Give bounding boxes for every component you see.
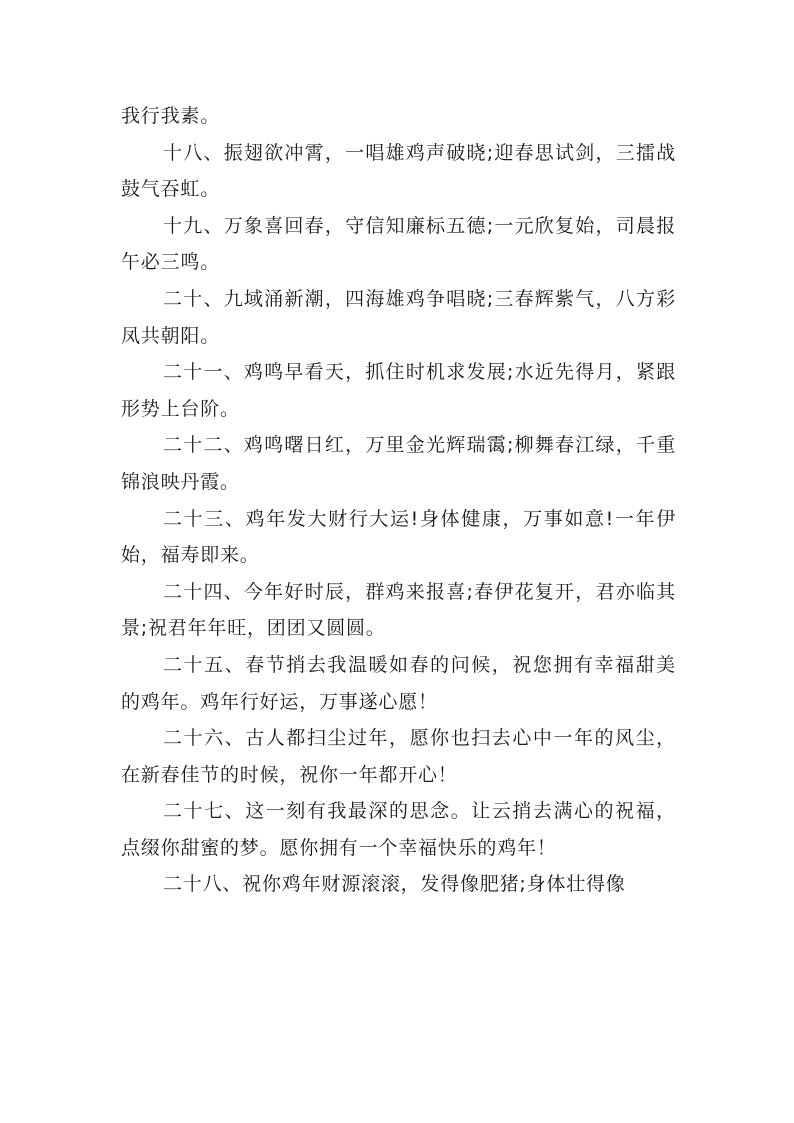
paragraph: 二十六、古人都扫尘过年，愿你也扫去心中一年的风尘，在新春佳节的时候，祝你一年都开心！ bbox=[121, 727, 676, 786]
paragraph: 十八、振翅欲冲霄，一唱雄鸡声破晓;迎春思试剑，三擂战鼓气吞虹。 bbox=[121, 141, 676, 201]
paragraph: 二十、九域涌新潮，四海雄鸡争唱晓;三春辉紫气，八方彩凤共朝阳。 bbox=[121, 287, 676, 347]
paragraph: 二十三、鸡年发大财行大运!身体健康，万事如意!一年伊始，福寿即来。 bbox=[121, 507, 676, 567]
paragraph: 二十二、鸡鸣曙日红，万里金光辉瑞霭;柳舞春江绿，千重锦浪映丹霞。 bbox=[121, 434, 676, 493]
paragraph: 二十八、祝你鸡年财源滚滚，发得像肥猪;身体壮得像 bbox=[163, 873, 626, 896]
paragraph: 我行我素。 bbox=[121, 105, 221, 127]
paragraph: 二十一、鸡鸣早看天，抓住时机求发展;水近先得月，紧跟形势上台阶。 bbox=[121, 361, 676, 420]
paragraph: 十九、万象喜回春，守信知廉标五德;一元欣复始，司晨报午必三鸣。 bbox=[121, 214, 676, 274]
paragraph: 二十七、这一刻有我最深的思念。让云捎去满心的祝福，点缀你甜蜜的梦。愿你拥有一个幸福快乐的鸡年！ bbox=[121, 800, 676, 859]
paragraph: 二十四、今年好时辰，群鸡来报喜;春伊花复开，君亦临其景;祝君年年旺，团团又圆圆。 bbox=[121, 580, 676, 640]
paragraph: 二十五、春节捎去我温暖如春的问候，祝您拥有幸福甜美的鸡年。鸡年行好运，万事遂心愿！ bbox=[121, 653, 676, 713]
document-body bbox=[121, 98, 676, 903]
